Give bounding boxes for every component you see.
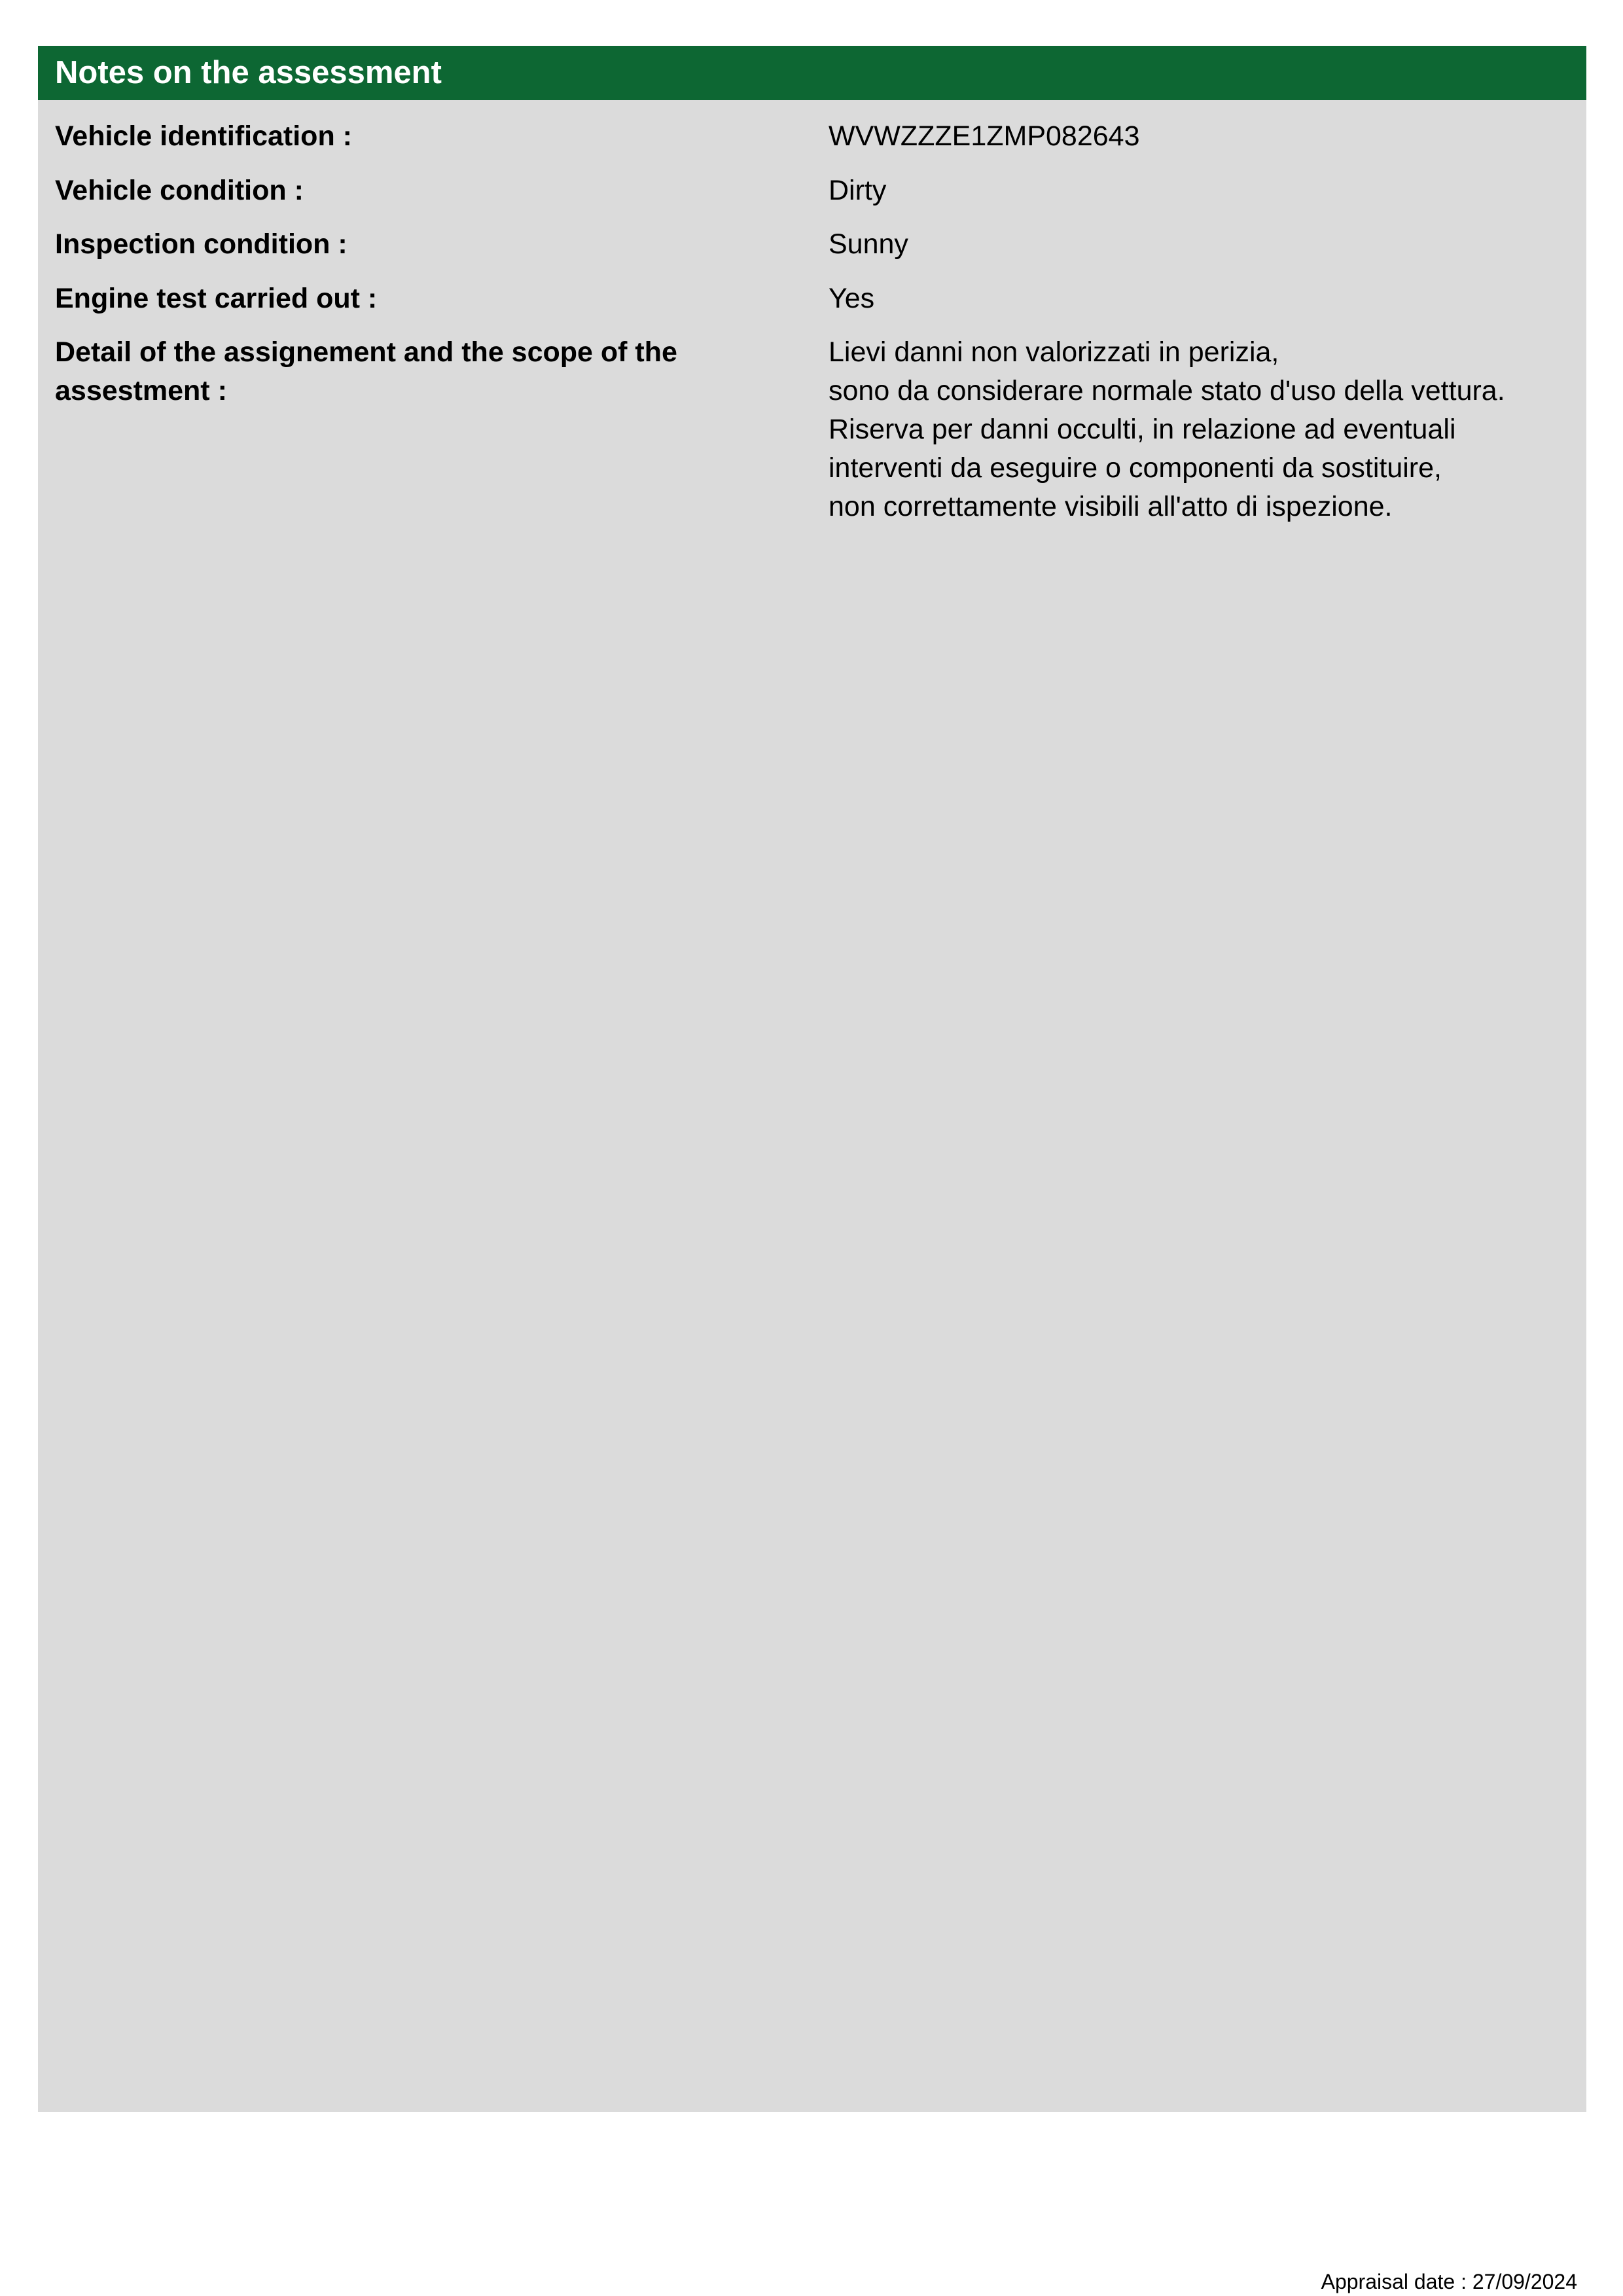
inspection-condition-label: Inspection condition : — [55, 228, 348, 260]
detail-line: Lievi danni non valorizzati in perizia, — [829, 336, 1279, 368]
detail-line: interventi da eseguire o componenti da sostituire, — [829, 452, 1442, 484]
appraisal-date-value: 27/09/2024 — [1472, 2270, 1577, 2293]
assignment-detail-value — [829, 333, 1575, 526]
appraisal-date-label: Appraisal date : — [1321, 2270, 1467, 2293]
inspection-condition-value: Sunny — [829, 228, 908, 260]
assessment-notes-panel — [38, 100, 1586, 2112]
engine-test-label: Engine test carried out : — [55, 283, 378, 314]
appraisal-date — [1321, 2271, 1577, 2292]
section-title: Notes on the assessment — [55, 55, 442, 90]
engine-test-value: Yes — [829, 283, 875, 314]
detail-line: sono da considerare normale stato d'uso della vettura. — [829, 375, 1505, 406]
section-header — [38, 46, 1586, 100]
detail-line: non correttamente visibili all'atto di ispezione. — [829, 491, 1393, 522]
vehicle-condition-value: Dirty — [829, 175, 887, 206]
detail-line: Riserva per danni occulti, in relazione ad eventuali — [829, 414, 1456, 445]
vehicle-identification-label: Vehicle identification : — [55, 120, 352, 152]
vehicle-identification-value: WVWZZZE1ZMP082643 — [829, 120, 1140, 152]
vehicle-condition-label: Vehicle condition : — [55, 175, 304, 206]
assignment-detail-label: Detail of the assignement and the scope of the assestment : — [55, 336, 677, 406]
